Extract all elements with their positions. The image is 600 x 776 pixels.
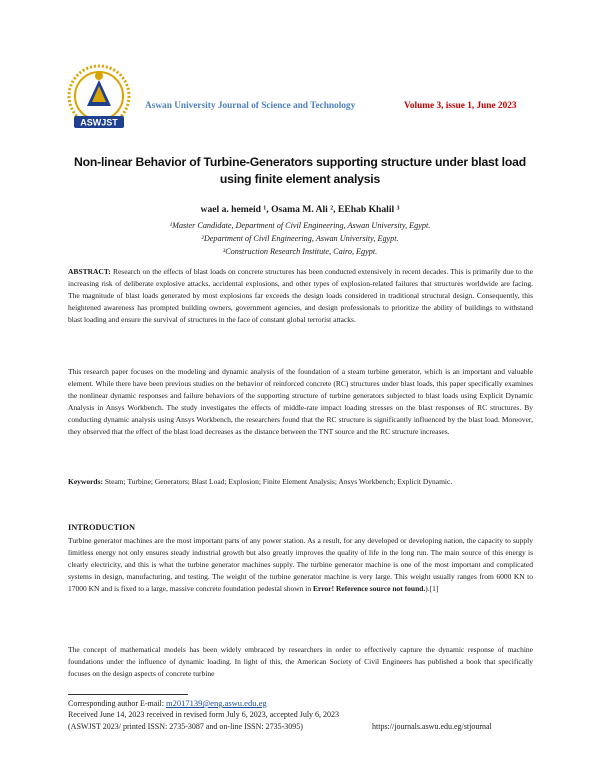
authors: wael a. hemeid ¹, Osama M. Ali ², EEhab Khalil ³ xyxy=(200,204,400,215)
keywords-label: Keywords: xyxy=(68,477,103,486)
paper-title: Non-linear Behavior of Turbine-Generators supporting structure under blast load using finite element analysis xyxy=(74,155,526,186)
journal-logo xyxy=(58,58,140,140)
abstract-paragraph-2: This research paper focuses on the modeling and dynamic analysis of the foundation of a steam turbine generator, which is an important and valuable element. While there have been previous studies on the behavior of reinforced concrete (RC) structures under blast loads, this paper specifically examines the nonlinear dynamic responses and failure behaviors of the supporting structure of turbine generators subjected to blast loads using Explicit Dynamic Analysis in Ansys Workbench. The study investigates the effects of middle-rate impact loading stresses on the blast responses of RC structures. By conducting dynamic analysis using Ansys Workbench, the researchers found that the RC structure is significantly influenced by the blast load. Moreover, they observed that the effect of the blast load decreases as the distance between the TNT source and the RC structure increases. xyxy=(68,367,533,437)
section-heading-introduction: INTRODUCTION xyxy=(68,523,136,532)
volume-issue: Volume 3, issue 1, June 2023 xyxy=(404,101,517,111)
issn-info: (ASWJST 2023/ printed ISSN: 2735-3087 and on-line ISSN: 2735-3095) xyxy=(68,722,303,731)
corresponding-author: Corresponding author E-mail: m2017139@eng.aswu.edu.eg xyxy=(68,698,267,708)
intro-paragraph-1: Turbine generator machines are the most important parts of any power station. As a result, for any developed or developing nation, the capacity to supply limitless energy not only ensures steady industrial growth but also greatly improves the quality of life in the long run. The main source of this energy is clearly electricity, and this is what the turbine generator machines supply. The turbine generator machine is one of the most important and complicated systems in design, manufacturing, and testing. The weight of the turbine generator machine is very large. This weight usually ranges from 6000 KN to 17000 KN and is fixed to a large, massive concrete foundation pedestal shown in Error! Reference source not found.).[1] xyxy=(68,536,533,594)
journal-name: Aswan University Journal of Science and Technology xyxy=(145,101,356,111)
affiliation-2: ²Department of Civil Engineering, Aswan University, Egypt. xyxy=(201,234,399,243)
abstract-label: ABSTRACT: xyxy=(68,267,111,276)
affiliation-1: ¹Master Candidate, Department of Civil Engineering, Aswan University, Egypt. xyxy=(169,221,431,230)
keywords: Keywords: Steam; Turbine; Generators; Blast Load; Explosion; Finite Element Analysis; Ansys Workbench; Explicit Dynamic. xyxy=(68,477,453,486)
footnote-divider xyxy=(68,694,188,695)
intro-paragraph-2: The concept of mathematical models has been widely embraced by researchers in order to effectively capture the dynamic response of machine foundations under the influence of dynamic loading. In light of this, the American Society of Civil Engineers has published a book that specifically focuses on the design aspects of concrete turbine xyxy=(68,645,533,679)
affiliations xyxy=(60,219,540,258)
affiliation-3: ³Construction Research Institute, Cairo, Egypt. xyxy=(222,247,378,256)
received-dates: Received June 14, 2023 received in revised form July 6, 2023, accepted July 6, 2023 xyxy=(68,710,340,719)
reference-error: Error! Reference source not found. xyxy=(313,584,426,594)
email-link[interactable]: m2017139@eng.aswu.edu.eg xyxy=(165,698,267,708)
abstract-paragraph-1: ABSTRACT: Research on the effects of blast loads on concrete structures has been conducted extensively in recent decades. This is primarily due to the increasing risk of deliberate explosive attacks, accidental explosions, and other types of explosion-related failures that structures worldwide are facing. The magnitude of blast loads generated by most explosions far exceeds the design loads considered in traditional structural design. Consequently, this heightened awareness has prompted building owners, government agencies, and design professionals to prioritize the ability of buildings to withstand blast loading and ensure the survival of structures in the face of constant global terrorist attacks. xyxy=(68,267,534,325)
svg-text:ASWJST: ASWJST xyxy=(80,117,118,128)
journal-url[interactable]: https://journals.aswu.edu.eg/stjournal xyxy=(372,722,492,731)
